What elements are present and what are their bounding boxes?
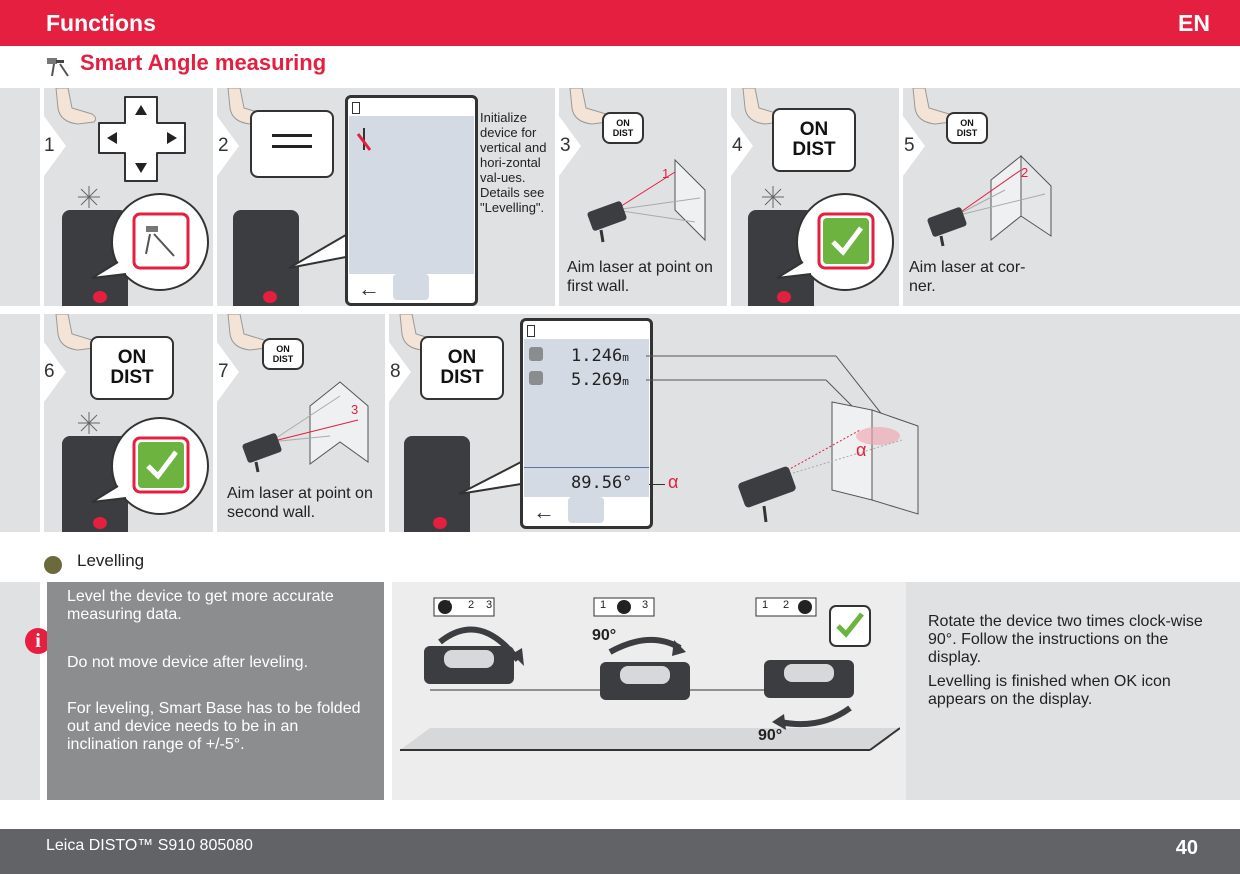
header-bar [0,0,1240,46]
counter-3-label: 3 [642,599,649,611]
callout-bubble [90,414,210,524]
rotation-label: 90° [592,627,617,644]
counter-1-label: 1 [762,599,769,611]
dist-label: DIST [440,367,484,388]
measure-mode-icon[interactable] [568,497,604,523]
dist-label: DIST [956,128,978,138]
angle-illustration [640,340,930,530]
on-label: ON [616,118,630,128]
callout-bubble [775,190,895,300]
language-label: EN [1178,10,1210,36]
step-number: 4 [732,135,743,156]
battery-icon [352,102,360,114]
divider [524,467,649,468]
smart-angle-icon [44,52,74,80]
laser-wall-illustration [585,150,715,250]
display-screen [520,318,653,529]
point-marker-3: 3 [351,402,359,417]
point-marker-2: 2 [1021,165,1029,180]
levelling-text-3: For leveling, Smart Base has to be folded out and device needs to be in an inclination range of +/-5°. [67,700,361,753]
step-number: 1 [44,135,55,156]
levelling-title: Levelling [77,551,145,570]
menu-key[interactable] [250,110,334,178]
section-title: Smart Angle measuring [80,50,327,75]
counter-2-label: 2 [468,599,475,611]
laser-wall-illustration [240,376,380,476]
measure-mode-icon[interactable] [393,274,429,300]
callout-pointer [455,460,525,505]
on-dist-key[interactable] [262,338,304,370]
on-label: ON [960,118,974,128]
point-2-icon [529,371,543,385]
info-icon: i [25,628,51,654]
point-marker-1: 1 [662,166,670,181]
back-arrow-icon[interactable]: ← [533,499,555,524]
leica-logo-icon [263,291,277,303]
distance-1-value: 1.246 [571,346,623,366]
distance-1-unit: m [622,351,629,364]
step-number: 2 [218,135,229,156]
levelling-text-2: Do not move device after leveling. [67,654,309,671]
laser-corner-illustration [925,150,1055,250]
distance-2 [571,370,629,390]
counter-3-label: 3 [486,599,493,611]
level-tilt-icon [354,126,374,156]
levelling-instructions-2: Levelling is finished when OK icon appears on the display. [928,673,1171,708]
counter-1-label: 1 [600,599,607,611]
rotation-illustration [400,590,900,760]
separator [40,582,47,800]
dist-label: DIST [110,367,154,388]
counter-2-label: 2 [783,599,790,611]
distance-2-unit: m [622,375,629,388]
step-number: 6 [44,361,55,382]
page-number: 40 [1175,837,1198,859]
page-title: Functions [46,10,156,36]
levelling-info-panel [47,582,384,800]
step7-caption: Aim laser at point on second wall. [227,485,373,521]
point-1-icon [529,347,543,361]
on-label: ON [117,347,147,368]
on-dist-key[interactable] [946,112,988,144]
on-dist-key[interactable] [90,336,174,400]
angle-value: 89.56° [571,473,633,493]
dist-label: DIST [612,128,634,138]
alpha-label: α [668,472,679,492]
alpha-angle-label: α [856,440,867,460]
display-screen [345,95,478,306]
levelling-text-1: Level the device to get more accurate measuring data. [67,588,334,623]
step-number: 3 [560,135,571,156]
rotation-label: 90° [758,727,783,744]
dpad-icon[interactable] [95,95,189,183]
step-number: 8 [390,361,401,382]
callout-bubble [90,190,210,300]
on-label: ON [799,119,829,140]
on-dist-key[interactable] [602,112,644,144]
on-label: ON [276,344,290,354]
step-number: 5 [904,135,915,156]
step3-caption: Aim laser at point on first wall. [567,259,713,295]
dist-label: DIST [272,354,294,364]
on-dist-key[interactable] [772,108,856,172]
dist-label: DIST [792,139,836,160]
footer-bar [0,829,1240,874]
levelling-icon [44,556,62,574]
model-label: Leica DISTO™ S910 805080 [46,837,253,854]
levelling-instructions-1: Rotate the device two times clock-wise 90°. Follow the instructions on the display. [928,613,1203,666]
initialize-text: Initialize device for vertical and hori-zontal val-ues. Details see "Levelling". [480,110,547,215]
leica-logo-icon [433,517,447,529]
counter-1-label: 1 [446,599,453,611]
battery-icon [527,325,535,337]
step-number: 7 [218,361,229,382]
on-label: ON [447,347,477,368]
distance-1 [571,346,629,366]
distance-2-value: 5.269 [571,370,623,390]
on-dist-key[interactable] [420,336,504,400]
back-arrow-icon[interactable]: ← [358,276,380,301]
step5-caption: Aim laser at cor-ner. [909,259,1026,295]
